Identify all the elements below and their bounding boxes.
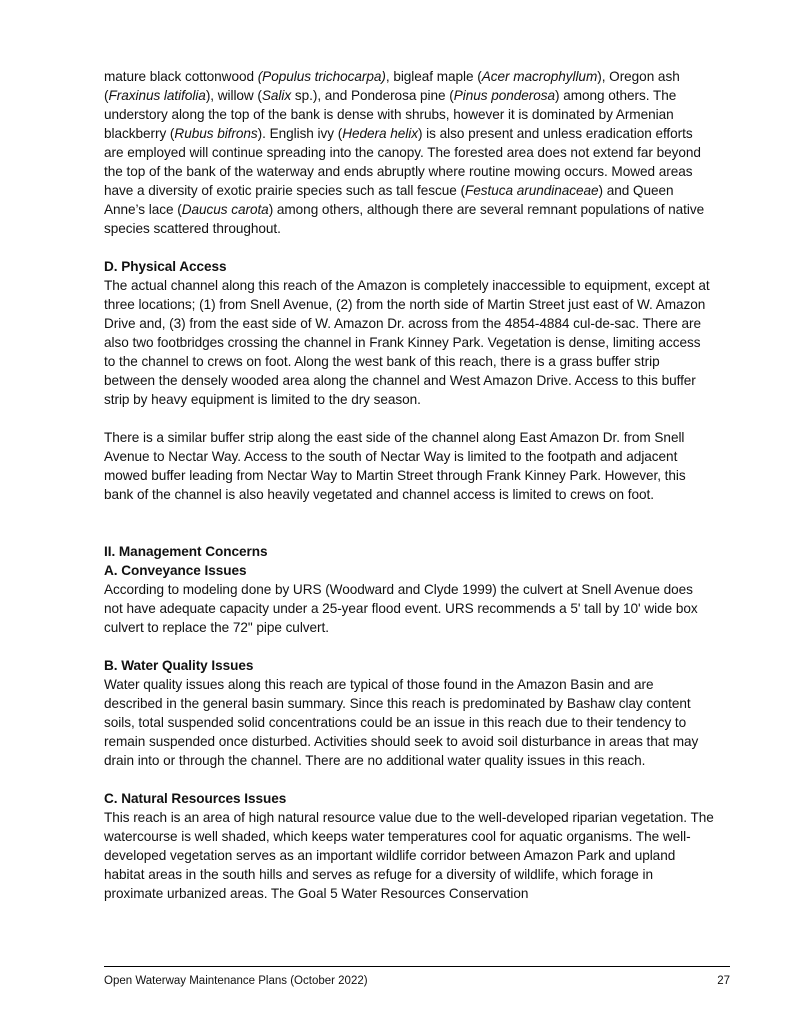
conveyance-issues-paragraph: According to modeling done by URS (Woodward and Clyde 1999) the culvert at Snell Avenue does not have adequate capacity under a 25-year flood event. URS recommends a 5' tall by 10' wide box culvert to replace the 72" pipe culvert. [104,582,698,635]
intro-text: ) among others. The understory along the top of the bank is dense with shrubs, however it is dominated by Armenian blackberry ( [104,88,677,141]
species-name: Fraxinus latifolia [108,88,206,103]
physical-access-paragraph-2: There is a similar buffer strip along the east side of the channel along East Amazon Dr. from Snell Avenue to Nectar Way. Access to the south of Nectar Way is limited to the footpath and adjacent mowed buffer leading from Nectar Way to Martin Street through Frank Kinney Park. However, this bank of the channel is also heavily vegetated and channel access is limited to crews on foot. [104,430,686,502]
species-name: Pinus ponderosa [453,88,556,103]
intro-text: ) and Queen Anne’s lace ( [104,183,674,217]
intro-text: ), willow ( [205,88,262,103]
conveyance-issues-heading: A. Conveyance Issues [104,563,247,578]
page-number: 27 [717,975,730,987]
water-quality-heading: B. Water Quality Issues [104,658,254,673]
species-name: Festuca arundinaceae [464,183,599,198]
intro-text: sp.), and Ponderosa pine ( [291,88,454,103]
intro-text: mature black cottonwood [104,69,258,84]
physical-access-heading: D. Physical Access [104,259,227,274]
natural-resources-heading: C. Natural Resources Issues [104,791,287,806]
intro-paragraph [104,67,714,238]
intro-text: ), Oregon ash ( [104,69,680,103]
intro-text: ) among others, although there are several remnant populations of native species scattered throughout. [104,202,705,236]
intro-text: ) is also present and unless eradication efforts are employed will continue spreading into the canopy. The forested area does not extend far beyond the top of the bank of the waterway and ends abruptly where routine mowing occurs. Mowed areas have a diversity of exotic prairie species such as tall fescue ( [104,126,701,198]
footer-title: Open Waterway Maintenance Plans (October 2022) [104,975,368,987]
page-content [104,67,714,903]
intro-text: , bigleaf maple ( [385,69,482,84]
species-name: Daucus carota [181,202,269,217]
management-concerns-heading: II. Management Concerns [104,544,268,559]
species-name: Acer macrophyllum [481,69,598,84]
species-name: Salix [261,88,292,103]
species-name: Rubus bifrons [174,126,258,141]
natural-resources-paragraph: This reach is an area of high natural resource value due to the well-developed riparian vegetation. The watercourse is well shaded, which keeps water temperatures cool for aquatic organisms. The well-developed vegetation serves as an important wildlife corridor between Amazon Park and upland habitat areas in the south hills and serves as refuge for a diversity of wildlife, which forage in proximate urbanized areas. The Goal 5 Water Resources Conservation [104,810,714,901]
water-quality-paragraph: Water quality issues along this reach are typical of those found in the Amazon Basin and are described in the general basin summary. Since this reach is predominated by Bashaw clay content soils, total suspended solid concentrations could be an issue in this reach due to their tendency to remain suspended once disturbed. Activities should seek to avoid soil disturbance in areas that may drain into or through the channel. There are no additional water quality issues in this reach. [104,677,699,768]
physical-access-paragraph-1: The actual channel along this reach of the Amazon is completely inaccessible to equipment, except at three locations; (1) from Snell Avenue, (2) from the north side of Martin Street just east of W. Amazon Drive and, (3) from the east side of W. Amazon Dr. across from the 4854-4884 cul-de-sac. There are also two footbridges crossing the channel in Frank Kinney Park. Vegetation is dense, limiting access to the channel to crews on foot. Along the west bank of this reach, there is a grass buffer strip between the densely wooded area along the channel and West Amazon Drive. Access to this buffer strip by heavy equipment is limited to the dry season. [104,278,710,407]
species-name: Hedera helix [342,126,418,141]
species-name: (Populus trichocarpa) [257,69,386,84]
page-footer [104,966,730,989]
intro-text: ). English ivy ( [257,126,343,141]
